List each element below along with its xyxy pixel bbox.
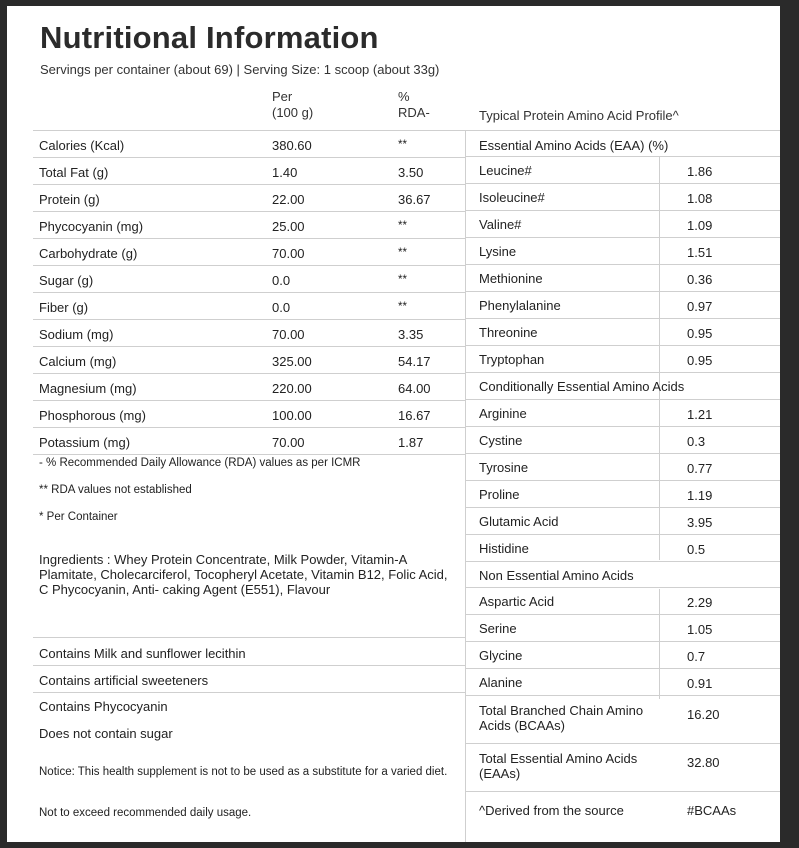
nutrient-name: Protein (g) <box>39 192 100 207</box>
amino-acid-value: 3.95 <box>687 515 713 530</box>
ceaa-header: Conditionally Essential Amino Acids <box>479 379 685 394</box>
total-name: Total Branched Chain Amino Acids (BCAAs) <box>479 703 644 733</box>
nutrient-name: Potassium (mg) <box>39 435 131 450</box>
amino-acid-name: Leucine# <box>479 163 532 178</box>
nutrient-per-100g: 220.00 <box>272 381 312 396</box>
nutrient-per-100g: 70.00 <box>272 327 305 342</box>
amino-acid-name: Serine <box>479 621 517 636</box>
row-divider <box>465 130 780 131</box>
row-divider <box>465 426 780 427</box>
row-divider <box>465 399 780 400</box>
amino-acid-value: 0.77 <box>687 461 713 476</box>
nutrient-name: Total Fat (g) <box>39 165 109 180</box>
nutrient-per-100g: 0.0 <box>272 273 291 288</box>
nutrient-name: Carbohydrate (g) <box>39 246 138 261</box>
amino-profile-header: Typical Protein Amino Acid Profile^ <box>479 108 679 123</box>
amino-acid-name: Alanine <box>479 675 523 690</box>
nutrition-sheet <box>7 6 780 842</box>
amino-acid-name: Cystine <box>479 433 523 448</box>
nutrient-rda: ** <box>398 220 407 232</box>
total-name: Total Essential Amino Acids (EAAs) <box>479 751 638 781</box>
amino-acid-value: 1.05 <box>687 622 713 637</box>
rda-not-established-note: ** RDA values not established <box>39 484 192 496</box>
amino-acid-name: Phenylalanine <box>479 298 561 313</box>
nutrient-rda: ** <box>398 139 407 151</box>
row-divider <box>465 641 780 642</box>
row-divider <box>465 318 780 319</box>
amino-acid-name: Tyrosine <box>479 460 529 475</box>
nutrient-per-100g: 100.00 <box>272 408 312 423</box>
amino-acid-value: 0.95 <box>687 353 713 368</box>
eaa-header: Essential Amino Acids (EAA) (%) <box>479 138 669 153</box>
row-divider <box>465 156 780 157</box>
contains-phycocyanin: Contains Phycocyanin <box>39 699 168 714</box>
row-divider <box>33 130 465 131</box>
nutrient-rda: 64.00 <box>398 381 431 396</box>
nutrient-per-100g: 22.00 <box>272 192 305 207</box>
amino-acid-value: 2.29 <box>687 595 713 610</box>
nutrient-rda: ** <box>398 301 407 313</box>
row-divider <box>465 480 780 481</box>
nutrient-rda: ** <box>398 247 407 259</box>
row-divider <box>465 743 780 744</box>
row-divider <box>33 427 465 428</box>
nutrient-per-100g: 70.00 <box>272 435 305 450</box>
row-divider <box>33 692 465 693</box>
nutrient-per-100g: 0.0 <box>272 300 291 315</box>
serving-info: Servings per container (about 69) | Serving Size: 1 scoop (about 33g) <box>40 62 440 77</box>
nutrient-per-100g: 25.00 <box>272 219 305 234</box>
row-divider <box>33 184 465 185</box>
row-divider <box>465 210 780 211</box>
rda-note: - % Recommended Daily Allowance (RDA) values as per ICMR <box>39 457 361 469</box>
per-container-note: * Per Container <box>39 511 118 523</box>
amino-acid-name: Isoleucine# <box>479 190 545 205</box>
rda-header: % RDA- <box>398 89 430 120</box>
amino-acid-value: 0.36 <box>687 272 713 287</box>
nutrient-rda: 36.67 <box>398 192 431 207</box>
nutrient-rda: 3.35 <box>398 327 424 342</box>
contains-milk: Contains Milk and sunflower lecithin <box>39 646 246 661</box>
row-divider <box>33 346 465 347</box>
row-divider <box>465 614 780 615</box>
nutrient-rda: 54.17 <box>398 354 431 369</box>
page-title: Nutritional Information <box>40 20 379 55</box>
amino-acid-name: Tryptophan <box>479 352 545 367</box>
nutrient-per-100g: 70.00 <box>272 246 305 261</box>
row-divider <box>465 534 780 535</box>
amino-acid-name: Methionine <box>479 271 543 286</box>
nutrient-name: Magnesium (mg) <box>39 381 137 396</box>
row-divider <box>33 211 465 212</box>
row-divider <box>33 400 465 401</box>
row-divider <box>465 561 780 562</box>
amino-acid-name: Glycine <box>479 648 523 663</box>
amino-acid-value: 1.86 <box>687 164 713 179</box>
amino-acid-value: 1.09 <box>687 218 713 233</box>
ingredients-text: Ingredients : Whey Protein Concentrate, Milk Powder, Vitamin-A Plamitate, Cholecarciferol, Tocopheryl Acetate, Vitamin B12, Folic Acid, C Phycocyanin, Anti- caking Agent (E551), Flavour <box>39 552 448 597</box>
amino-acid-value: 0.7 <box>687 649 706 664</box>
nutrient-rda: ** <box>398 274 407 286</box>
amino-acid-name: Arginine <box>479 406 527 421</box>
row-divider <box>33 319 465 320</box>
amino-acid-value: 0.95 <box>687 326 713 341</box>
nutrient-name: Phycocyanin (mg) <box>39 219 144 234</box>
row-divider <box>465 183 780 184</box>
nutrient-name: Calcium (mg) <box>39 354 117 369</box>
source-footnote: ^Derived from the source <box>479 803 624 818</box>
nutrient-per-100g: 1.40 <box>272 165 298 180</box>
amino-acid-value: 0.3 <box>687 434 706 449</box>
nutrient-name: Sodium (mg) <box>39 327 114 342</box>
value-divider-3 <box>659 589 660 699</box>
row-divider <box>465 507 780 508</box>
row-divider <box>33 157 465 158</box>
nutrient-rda: 16.67 <box>398 408 431 423</box>
row-divider <box>465 668 780 669</box>
amino-acid-value: 1.08 <box>687 191 713 206</box>
row-divider <box>33 637 465 638</box>
row-divider <box>465 345 780 346</box>
nutrient-name: Fiber (g) <box>39 300 89 315</box>
row-divider <box>465 587 780 588</box>
amino-acid-name: Lysine <box>479 244 517 259</box>
row-divider <box>465 264 780 265</box>
amino-acid-value: 1.19 <box>687 488 713 503</box>
amino-acid-name: Histidine <box>479 541 529 556</box>
amino-acid-value: 1.51 <box>687 245 713 260</box>
nutrient-name: Sugar (g) <box>39 273 94 288</box>
total-value: 16.20 <box>687 707 720 722</box>
row-divider <box>465 372 780 373</box>
row-divider <box>33 292 465 293</box>
neaa-header: Non Essential Amino Acids <box>479 568 634 583</box>
amino-acid-value: 1.21 <box>687 407 713 422</box>
per-header: Per (100 g) <box>272 89 314 120</box>
row-divider <box>465 237 780 238</box>
notice-text: Notice: This health supplement is not to be used as a substitute for a varied diet. <box>39 766 448 778</box>
amino-acid-value: 0.97 <box>687 299 713 314</box>
nutrient-rda: 3.50 <box>398 165 424 180</box>
bcaa-footnote: #BCAAs <box>687 803 737 818</box>
amino-acid-name: Valine# <box>479 217 522 232</box>
amino-acid-value: 0.5 <box>687 542 706 557</box>
total-value: 32.80 <box>687 755 720 770</box>
amino-acid-name: Proline <box>479 487 520 502</box>
nutrient-name: Phosphorous (mg) <box>39 408 146 423</box>
amino-acid-value: 0.91 <box>687 676 713 691</box>
nutrient-per-100g: 325.00 <box>272 354 312 369</box>
row-divider <box>33 454 465 455</box>
amino-acid-name: Threonine <box>479 325 538 340</box>
row-divider <box>465 695 780 696</box>
amino-acid-name: Glutamic Acid <box>479 514 559 529</box>
nutrient-name: Calories (Kcal) <box>39 138 125 153</box>
contains-sweeteners: Contains artificial sweeteners <box>39 673 209 688</box>
row-divider <box>33 373 465 374</box>
amino-acid-name: Aspartic Acid <box>479 594 555 609</box>
row-divider <box>465 453 780 454</box>
nutrient-rda: 1.87 <box>398 435 424 450</box>
daily-usage-note: Not to exceed recommended daily usage. <box>39 807 252 819</box>
row-divider <box>33 238 465 239</box>
row-divider <box>33 265 465 266</box>
no-sugar: Does not contain sugar <box>39 726 173 741</box>
row-divider <box>465 291 780 292</box>
nutrient-per-100g: 380.60 <box>272 138 312 153</box>
row-divider <box>33 665 465 666</box>
row-divider <box>465 791 780 792</box>
